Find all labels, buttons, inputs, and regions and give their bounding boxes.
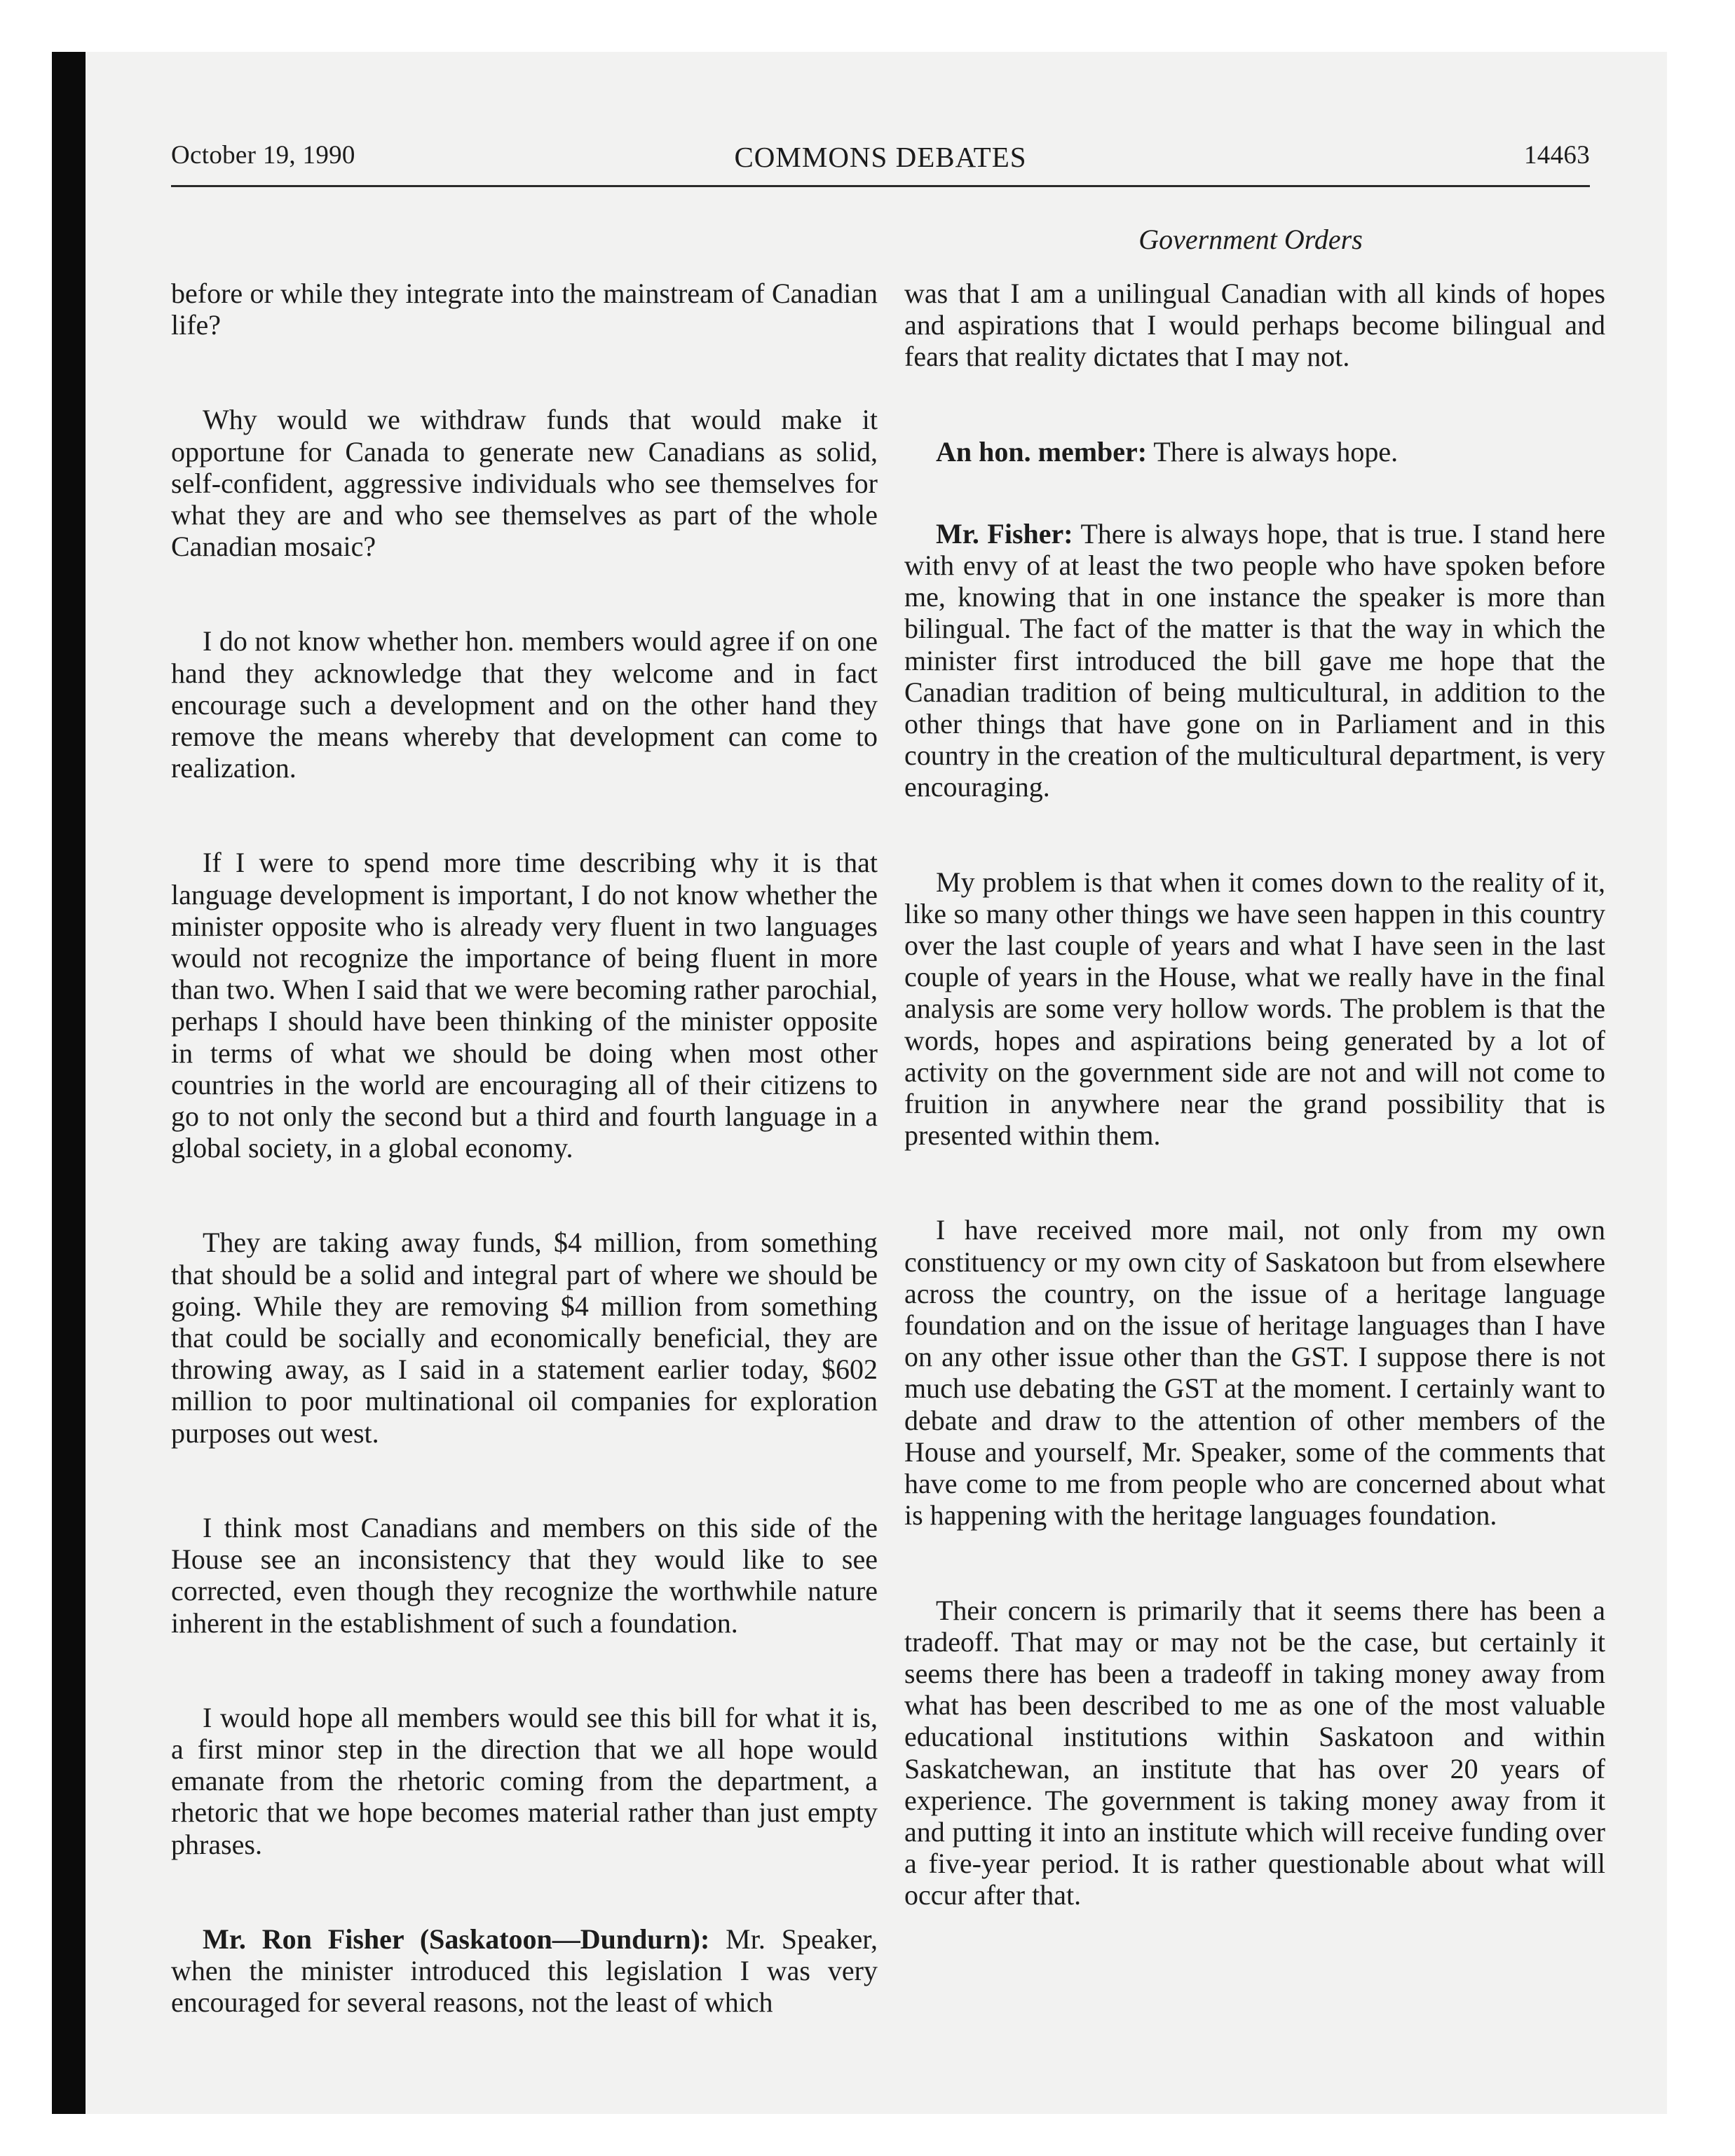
paragraph-text: My problem is that when it comes down to the reality of it, like so many other things we have seen happen in this country over the last couple of years and what I have seen in the last couple of years in the House, what we really have in the final analysis are some very hollow words. The problem is that the words, hopes and aspirations being generated by a lot of activity on the government side are not and will not come to fruition in anywhere near the grand possibility that is presented within them. bbox=[904, 866, 1605, 1152]
speaker-name: An hon. member: bbox=[936, 435, 1148, 468]
paragraph-text: If I were to spend more time describing why it is that language development is important, I do not know whether the minister opposite who is already very fluent in two languages would not recognize the importance of being fluent in more than two. When I said that we were becoming rather parochial, perhaps I should have been thinking of the minister opposite in terms of what we should be doing when most other countries in the world are encouraging all of their citizens to go to not only the second but a third and fourth language in a global society, in a global economy. bbox=[171, 847, 878, 1164]
section-heading: Government Orders bbox=[1138, 224, 1363, 255]
paragraph bbox=[171, 404, 878, 562]
left-column bbox=[171, 278, 878, 2081]
paragraph-text: There is always hope, that is true. I stand here with envy of at least the two people who have spoken before me, knowing that in one instance the speaker is more than bilingual. The fact of the matter is that the way in which the minister first introduced the bill gave me hope that the Canadian tradition of being multicultural, in addition to the other things that have gone on in Parliament and in this country in the creation of the multicultural department, is very encouraging. bbox=[904, 517, 1605, 803]
speaker-name: Mr. Ron Fisher (Saskatoon—Dundurn): bbox=[203, 1923, 710, 1955]
speech-paragraph bbox=[904, 518, 1605, 803]
paragraph-text: I have received more mail, not only from my own constituency or my own city of Saskatoon but from elsewhere across the country, on the issue of a heritage language foundation and on the issue of heritage languages than I have on any other issue other than the GST. I suppose there is not much use debating the GST at the moment. I certainly want to debate and draw to the attention of other members of the House and yourself, Mr. Speaker, some of the comments that have come to me from people who are concerned about what is happening with the heritage languages foundation. bbox=[904, 1214, 1605, 1531]
paragraph-text: Mr. Speaker, when the minister introduced this legislation I was very encouraged for several reasons, not the least of which bbox=[171, 1923, 878, 2019]
paragraph-text: Their concern is primarily that it seems there has been a tradeoff. That may or may not be the case, but certainly it seems there has been a tradeoff in taking money away from what has been described to me as one of the most valuable educational institutions within Saskatoon and within Saskatchewan, an institute that has over 20 years of experience. The government is taking money away from it and putting it into an institute which will receive funding over a five-year period. It is rather questionable about what will occur after that. bbox=[904, 1594, 1605, 1911]
paragraph-text: They are taking away funds, $4 million, from something that should be a solid and integral part of where we should be going. While they are removing $4 million from something that could be socially and economically beneficial, they are throwing away, as I said in a statement earlier today, $602 million to poor multinational oil companies for exploration purposes out west. bbox=[171, 1227, 878, 1449]
paragraph bbox=[171, 1227, 878, 1448]
paragraph bbox=[171, 625, 878, 784]
paragraph bbox=[171, 278, 878, 341]
paragraph bbox=[904, 1595, 1605, 1911]
paragraph bbox=[904, 1214, 1605, 1531]
speech-paragraph bbox=[171, 1923, 878, 2019]
paragraph-text: I think most Canadians and members on this side of the House see an inconsistency that they would like to see corrected, even though they recognize the worthwhile nature inherent in the establishment of such a foundation. bbox=[171, 1511, 878, 1639]
paragraph-text: I would hope all members would see this bill for what it is, a first minor step in the direction that we all hope would emanate from the rhetoric coming from the department, a rhetoric that we hope becomes material rather than just empty phrases. bbox=[171, 1701, 878, 1860]
paragraph bbox=[171, 1702, 878, 1860]
speech-paragraph bbox=[904, 436, 1605, 468]
paragraph bbox=[904, 278, 1605, 373]
paragraph-text: I do not know whether hon. members would agree if on one hand they acknowledge that they welcome and in fact encourage such a development and on the other hand they remove the means whereby that development can come to realization. bbox=[171, 625, 878, 784]
paragraph-text: Why would we withdraw funds that would make it opportune for Canada to generate new Canadians as solid, self-confident, aggressive individuals who see themselves for what they are and who see themselves as part of the whole Canadian mosaic? bbox=[171, 404, 878, 563]
header-date: October 19, 1990 bbox=[171, 141, 355, 170]
header-publication: COMMONS DEBATES bbox=[734, 141, 1027, 173]
paragraph-text: before or while they integrate into the mainstream of Canadian life? bbox=[171, 278, 878, 341]
paragraph bbox=[171, 1512, 878, 1639]
right-column bbox=[904, 278, 1605, 1974]
paragraph bbox=[171, 847, 878, 1164]
paragraph-text: was that I am a unilingual Canadian with all kinds of hopes and aspirations that I would perhaps become bilingual and fears that reality dictates that I may not. bbox=[904, 278, 1605, 373]
header-page-number: 14463 bbox=[1524, 141, 1590, 170]
paragraph bbox=[904, 866, 1605, 1152]
binding-shadow bbox=[52, 52, 86, 2114]
paragraph-text: There is always hope. bbox=[1147, 435, 1399, 468]
speaker-name: Mr. Fisher: bbox=[936, 517, 1073, 550]
running-header bbox=[171, 140, 1590, 185]
header-rule bbox=[171, 185, 1590, 187]
